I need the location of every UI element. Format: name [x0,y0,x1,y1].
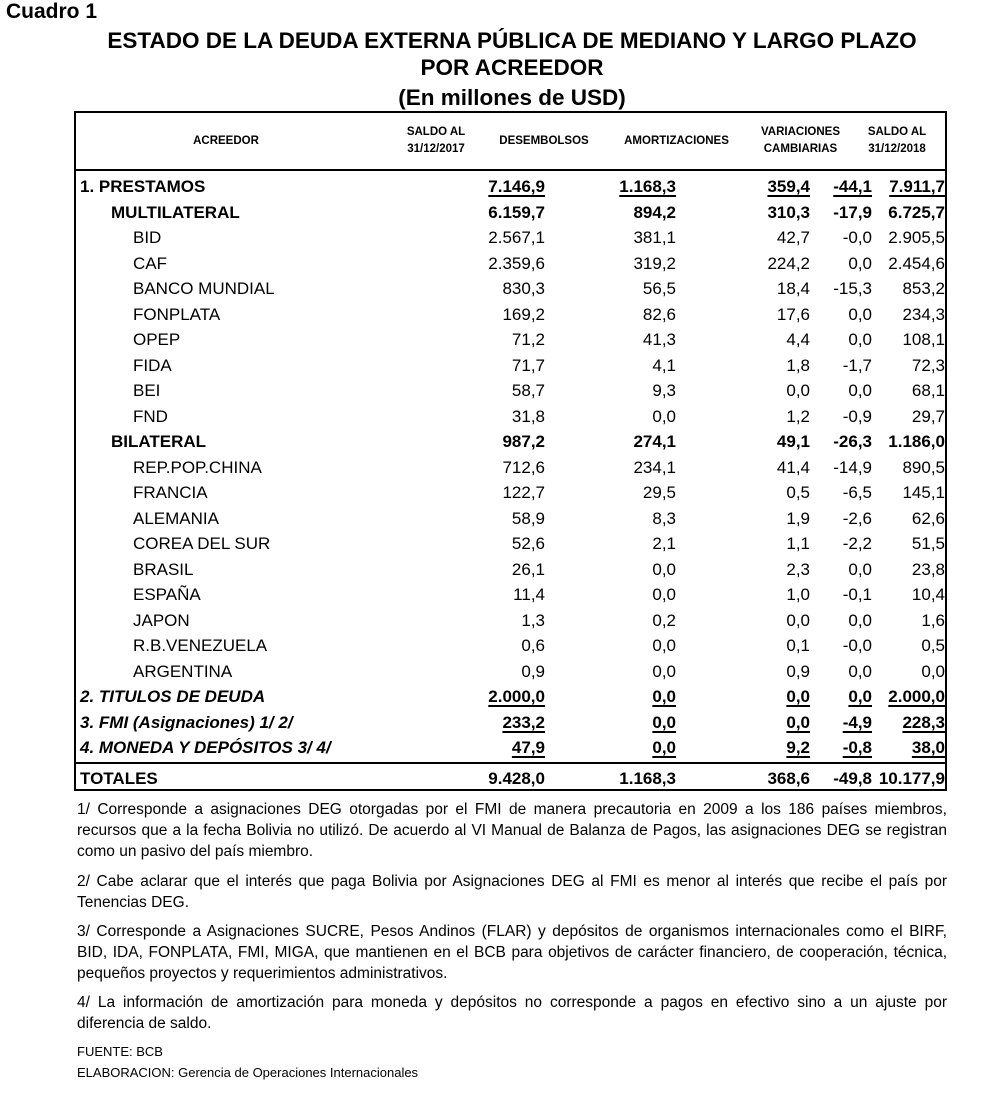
row-label: JAPON [133,610,190,630]
cell-amortizaciones: 18,4 [776,279,810,298]
cell-amortizaciones: 1,2 [786,406,810,426]
cell-variaciones: -0,1 [842,585,872,604]
cell-amortizaciones: 17,6 [776,304,810,324]
cell-amortizaciones: 359,4 [767,177,810,196]
cell-variaciones: 0,0 [848,304,872,324]
footnote-2: 2/ Cabe aclarar que el interés que paga Bolivia por Asignaciones DEG al FMI es menor al interés que recibe el país por Tenencias DEG. [77,873,947,911]
header-variaciones-line2: CAMBIARIAS [763,143,838,155]
cell-desembolsos: 29,5 [642,483,676,502]
row-label: FRANCIA [133,483,208,502]
cell-amortizaciones: 0,1 [786,636,810,655]
total-desembolsos: 1.168,3 [619,769,676,788]
cell-saldo-2017: 2.567,1 [488,228,545,247]
cell-saldo-2017: 169,2 [502,304,545,324]
cell-saldo-2018: 2.905,5 [888,228,945,247]
table-row [76,633,945,658]
cell-saldo-2017: 830,3 [502,279,545,298]
table-row [76,276,945,301]
row-label: CAF [133,253,167,273]
cell-variaciones: 0,0 [848,253,872,273]
totals-divider [76,762,945,764]
cell-amortizaciones: 1,1 [786,534,810,553]
cell-saldo-2017: 0,6 [521,636,545,655]
table-row [76,404,945,429]
table-row [76,684,945,709]
cell-desembolsos: 234,1 [633,457,676,477]
cell-saldo-2018: 108,1 [902,330,945,349]
cell-saldo-2017: 47,9 [511,738,545,757]
cell-variaciones: -4,9 [842,713,872,732]
cell-amortizaciones: 9,2 [786,738,810,757]
title-line-1: ESTADO DE LA DEUDA EXTERNA PÚBLICA DE MEDIANO Y LARGO PLAZO [107,28,917,53]
cell-saldo-2018: 38,0 [911,738,945,757]
cell-desembolsos: 0,0 [652,661,676,681]
row-label: BANCO MUNDIAL [133,279,275,298]
cell-saldo-2018: 853,2 [902,279,945,298]
cell-saldo-2017: 712,6 [502,457,545,477]
header-saldo-2017 [376,124,496,158]
table-row [76,582,945,607]
table-row [76,174,945,199]
cell-amortizaciones: 1,0 [786,585,810,604]
total-amortizaciones: 368,6 [767,769,810,788]
cell-saldo-2017: 122,7 [502,483,545,502]
cell-saldo-2018: 890,5 [902,457,945,477]
row-label: FND [133,406,168,426]
row-label: MULTILATERAL [111,202,240,222]
cell-amortizaciones: 224,2 [767,253,810,273]
row-label: REP.POP.CHINA [133,457,262,477]
cell-saldo-2018: 1.186,0 [888,432,945,451]
cell-variaciones: -15,3 [833,279,872,298]
cell-saldo-2017: 71,2 [511,330,545,349]
header-saldo-2018-line1: SALDO AL [867,126,927,138]
cell-variaciones: -0,0 [842,228,872,247]
row-label: 3. FMI (Asignaciones) 1/ 2/ [80,713,293,732]
total-variaciones: -49,8 [833,769,872,788]
cell-variaciones: -17,9 [833,202,872,222]
cell-amortizaciones: 0,0 [786,381,810,400]
row-label: BEI [133,381,161,400]
cell-variaciones: -26,3 [833,432,872,451]
cell-desembolsos: 0,0 [652,559,676,579]
header-saldo-2017-line2: 31/12/2017 [407,143,465,155]
row-label: FONPLATA [133,304,221,324]
table-row [76,302,945,327]
cell-saldo-2018: 7.911,7 [889,177,945,196]
row-label: ALEMANIA [133,508,219,528]
row-label: ESPAÑA [133,585,201,604]
cell-saldo-2017: 52,6 [511,534,545,553]
cell-variaciones: 0,0 [848,330,872,349]
cell-variaciones: 0,0 [848,687,872,706]
cell-saldo-2018: 228,3 [902,713,945,732]
cell-amortizaciones: 4,4 [786,330,810,349]
table-row [76,327,945,352]
row-label: BRASIL [133,559,194,579]
cell-saldo-2017: 2.359,6 [488,253,545,273]
cell-saldo-2017: 26,1 [511,559,545,579]
cell-amortizaciones: 310,3 [767,202,810,222]
row-label: OPEP [133,330,181,349]
header-divider [76,169,945,171]
cell-saldo-2018: 72,3 [911,355,945,375]
cell-variaciones: -1,7 [842,355,872,375]
cell-desembolsos: 381,1 [633,228,676,247]
cell-saldo-2017: 58,7 [511,381,545,400]
table-row [76,378,945,403]
cell-desembolsos: 41,3 [642,330,676,349]
footnote-4: 4/ La información de amortización para moneda y depósitos no corresponde a pagos en efectivo sino a un ajuste por diferencia de saldo. [77,994,947,1032]
cell-desembolsos: 9,3 [652,381,676,400]
cell-saldo-2017: 1,3 [521,610,545,630]
row-label: COREA DEL SUR [133,534,271,553]
table-row [76,506,945,531]
cell-desembolsos: 1.168,3 [619,177,676,196]
cell-desembolsos: 274,1 [633,432,676,451]
cell-saldo-2018: 23,8 [911,559,945,579]
cell-desembolsos: 56,5 [642,279,676,298]
table-row [76,353,945,378]
header-variaciones [748,124,853,158]
table-row [76,659,945,684]
cell-saldo-2018: 2.454,6 [888,253,945,273]
footnote-1: 1/ Corresponde a asignaciones DEG otorgadas por el FMI de manera precautoria en 2009 a los 186 países miembros, recursos que a la fecha Bolivia no utilizó. De acuerdo al VI Manual de Balanza de Pagos, las asignaciones DEG se registran como un pasivo del país miembro. [77,801,947,860]
cell-saldo-2018: 10,4 [911,585,945,604]
cell-saldo-2017: 31,8 [511,406,545,426]
cuadro-label: Cuadro 1 [6,0,98,23]
row-label: BILATERAL [111,432,207,451]
cell-amortizaciones: 0,5 [786,483,810,502]
cell-saldo-2018: 145,1 [902,483,945,502]
cell-amortizaciones: 0,0 [786,713,810,732]
table-row [76,480,945,505]
title-line-3: (En millones de USD) [398,85,626,110]
cell-saldo-2018: 62,6 [911,508,945,528]
cell-variaciones: -2,2 [842,534,872,553]
cell-desembolsos: 0,0 [652,738,676,757]
cell-variaciones: -6,5 [842,483,872,502]
row-label: 2. TITULOS DE DEUDA [80,687,266,706]
cell-saldo-2017: 6.159,7 [488,202,545,222]
table-row [76,710,945,735]
cell-saldo-2018: 234,3 [902,304,945,324]
header-saldo-2018 [852,124,942,158]
cell-desembolsos: 0,2 [652,610,676,630]
table-row [76,429,945,454]
table-row [76,735,945,760]
cell-amortizaciones: 41,4 [776,457,810,477]
cell-saldo-2017: 2.000,0 [488,687,545,706]
table-row [76,251,945,276]
row-label: ARGENTINA [133,661,233,681]
cell-desembolsos: 8,3 [652,508,676,528]
cell-desembolsos: 894,2 [633,202,676,222]
cell-saldo-2018: 0,5 [921,636,945,655]
cell-saldo-2018: 1,6 [921,610,945,630]
cell-desembolsos: 4,1 [652,355,676,375]
cell-desembolsos: 0,0 [652,585,676,604]
cell-saldo-2018: 51,5 [911,534,945,553]
cell-variaciones: 0,0 [848,381,872,400]
cell-variaciones: 0,0 [848,610,872,630]
cell-amortizaciones: 49,1 [776,432,810,451]
cell-desembolsos: 2,1 [652,534,676,553]
cell-amortizaciones: 0,0 [786,610,810,630]
total-saldo-2018: 10.177,9 [878,769,945,788]
title-line-2: POR ACREEDOR [420,55,604,80]
cell-saldo-2017: 58,9 [511,508,545,528]
cell-saldo-2017: 7.146,9 [488,177,545,196]
cell-variaciones: -2,6 [842,508,872,528]
row-label: FIDA [133,355,172,375]
cell-saldo-2017: 11,4 [513,585,545,604]
cell-amortizaciones: 2,3 [786,559,810,579]
row-label: BID [133,228,162,247]
header-acreedor: ACREEDOR [193,135,259,147]
total-saldo-2017: 9.428,0 [488,769,545,788]
cell-desembolsos: 0,0 [652,636,676,655]
cell-variaciones: -0,8 [842,738,872,757]
footnote-3: 3/ Corresponde a Asignaciones SUCRE, Pesos Andinos (FLAR) y depósitos de organismos internacionales como el BIRF, BID, IDA, FONPLATA, FMI, MIGA, que mantienen en el BCB para objetivos de carácter financiero, de cooperación, técnica, pequeños proyectos y requerimientos administrativos. [77,923,947,982]
cell-variaciones: -0,9 [842,406,872,426]
table-row [76,531,945,556]
cell-saldo-2018: 2.000,0 [888,687,945,706]
cell-saldo-2017: 71,7 [511,355,545,375]
table-row [76,557,945,582]
cell-saldo-2018: 68,1 [911,381,945,400]
table-row [76,455,945,480]
cell-desembolsos: 0,0 [652,687,676,706]
table-row [76,608,945,633]
cell-variaciones: -0,0 [842,636,872,655]
header-desembolsos: DESEMBOLSOS [499,135,589,147]
debt-table [74,111,947,791]
cell-variaciones: -44,1 [833,177,872,196]
cell-saldo-2017: 233,2 [502,713,545,732]
cell-amortizaciones: 1,9 [786,508,810,528]
table-row [76,225,945,250]
cell-amortizaciones: 1,8 [786,355,810,375]
header-amortizaciones: AMORTIZACIONES [624,135,729,147]
cell-desembolsos: 82,6 [642,304,676,324]
cell-saldo-2017: 987,2 [502,432,545,451]
header-saldo-2017-line1: SALDO AL [406,126,466,138]
row-label: R.B.VENEZUELA [133,636,268,655]
cell-desembolsos: 0,0 [652,713,676,732]
cell-variaciones: -14,9 [833,457,872,477]
cell-saldo-2018: 6.725,7 [888,202,945,222]
header-variaciones-line1: VARIACIONES [760,126,841,138]
cell-desembolsos: 0,0 [652,406,676,426]
cell-desembolsos: 319,2 [633,253,676,273]
totals-label: TOTALES [80,769,158,788]
cell-amortizaciones: 42,7 [776,228,810,247]
cell-saldo-2018: 29,7 [911,406,945,426]
source-line: FUENTE: BCB [77,1044,163,1059]
cell-saldo-2018: 0,0 [921,661,945,681]
table-row [76,200,945,225]
cell-variaciones: 0,0 [848,661,872,681]
row-label: 1. PRESTAMOS [80,177,206,196]
cell-variaciones: 0,0 [848,559,872,579]
totals-row [76,766,945,791]
row-label: 4. MONEDA Y DEPÓSITOS 3/ 4/ [80,738,331,757]
elaboration-line: ELABORACION: Gerencia de Operaciones Internacionales [77,1065,419,1080]
header-saldo-2018-line2: 31/12/2018 [868,143,926,155]
cell-saldo-2017: 0,9 [521,661,545,681]
cell-amortizaciones: 0,9 [786,661,810,681]
cell-amortizaciones: 0,0 [786,687,810,706]
